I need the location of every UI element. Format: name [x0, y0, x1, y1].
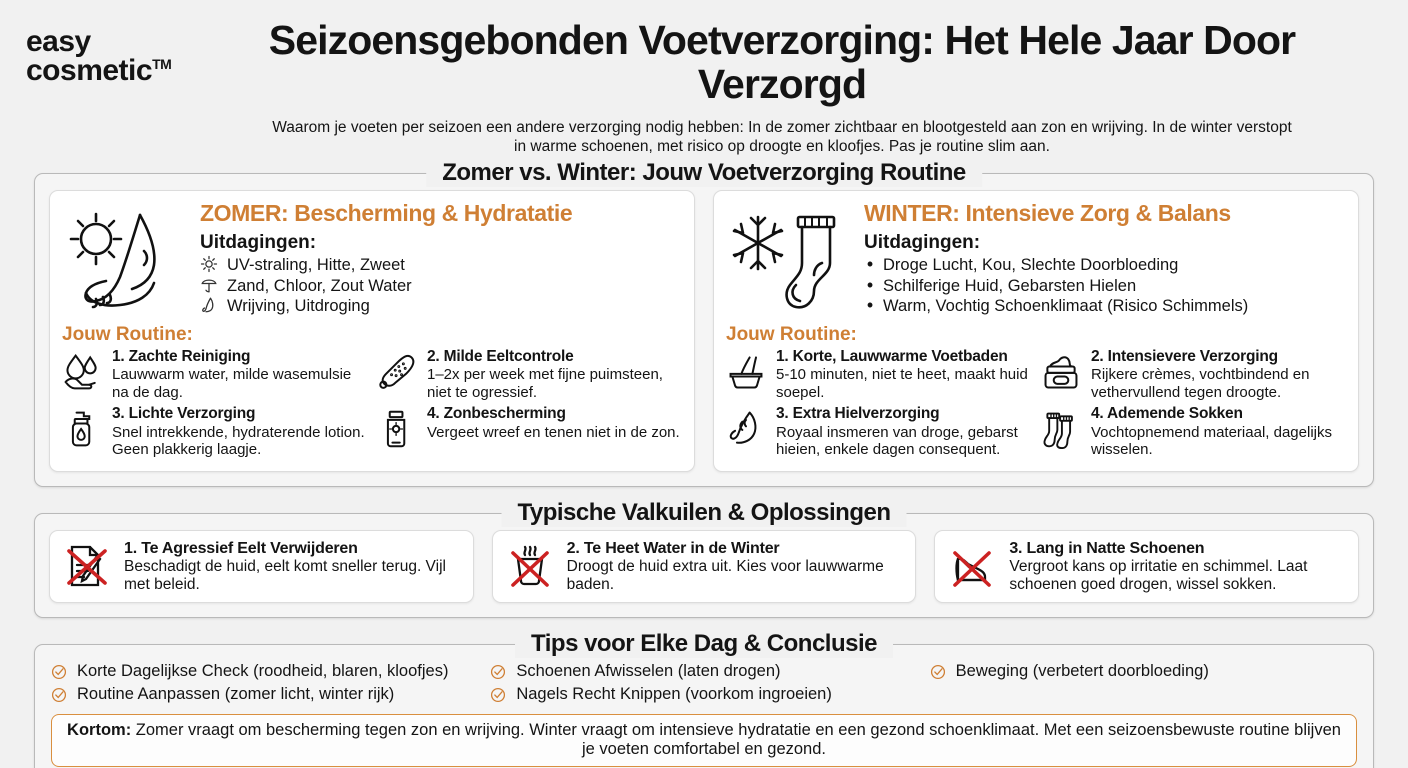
page-subtitle: Waarom je voeten per seizoen een andere verzorging nodig hebben: In de zomer zichtbaar en blootgesteld aan zon en wrijving. In de winter verstopt in warme schoenen, met risico op droogte en kloofjes. Pas je routine slim aan.: [272, 118, 1292, 156]
check-circle-icon: [490, 687, 508, 703]
routine-item: [726, 348, 1031, 401]
challenge-text: Schilferige Huid, Gebarsten Hielen: [883, 276, 1137, 295]
routine-item: [1041, 348, 1346, 401]
list-item: [200, 296, 682, 316]
routine-title: 2. Intensievere Verzorging: [1091, 347, 1278, 365]
summer-heading: ZOMER: Bescherming & Hydratatie: [200, 200, 573, 227]
pitfall-title: 1. Te Agressief Eelt Verwijderen: [124, 539, 358, 557]
pitfall-title: 3. Lang in Natte Schoenen: [1009, 539, 1205, 557]
seasons-section-title: Zomer vs. Winter: Jouw Voetverzorging Routine: [426, 159, 982, 187]
summer-body: [200, 201, 682, 316]
summer-card: [49, 190, 695, 471]
tip-item: [490, 661, 917, 683]
winter-challenges-label: Uitdagingen:: [864, 232, 981, 254]
routine-title: 4. Zonbescherming: [427, 405, 566, 423]
routine-desc: Royaal insmeren van droge, gebarst hieien, enkele dagen consequent.: [776, 423, 1018, 459]
list-item: [200, 255, 682, 275]
check-circle-icon: [490, 664, 508, 680]
snowflake-sock-icon: [726, 201, 854, 316]
routine-title: 1. Zachte Reiniging: [112, 347, 251, 365]
routine-item: [62, 348, 367, 401]
challenge-text: Zand, Chloor, Zout Water: [227, 276, 412, 295]
conclusion-box: [51, 714, 1357, 768]
pitfall-text: [567, 539, 906, 594]
brand-line-2-text: cosmetic: [26, 53, 153, 87]
winter-card: [713, 190, 1359, 471]
check-circle-icon: [930, 664, 948, 680]
seasons-columns: [35, 174, 1373, 485]
list-item: [200, 276, 682, 296]
pitfall-card: [934, 530, 1359, 603]
pitfall-desc: Vergroot kans op irritatie en schimmel. Laat schoenen goed drogen, wissel sokken.: [1009, 557, 1308, 593]
bullet-icon: •: [866, 274, 874, 295]
winter-top: [726, 201, 1346, 316]
routine-desc: Vochtopnemend materiaal, dagelijks wisselen.: [1091, 423, 1332, 459]
routine-title: 4. Ademende Sokken: [1091, 405, 1243, 423]
challenge-text: Warm, Vochtig Schoenklimaat (Risico Schimmels): [883, 296, 1249, 315]
routine-item: [62, 405, 367, 458]
brand-logo: [26, 18, 222, 85]
tip-label: Beweging (verbetert doorbloeding): [955, 662, 1209, 681]
brand-line-1: easy: [26, 25, 91, 58]
challenge-text: UV-straling, Hitte, Zweet: [227, 256, 405, 275]
check-circle-icon: [51, 664, 69, 680]
file-crossed-icon: [60, 539, 116, 591]
tip-label: Korte Dagelijkse Check (roodheid, blaren, kloofjes): [77, 662, 449, 681]
winter-heading: WINTER: Intensieve Zorg & Balans: [864, 200, 1231, 227]
list-item: [864, 296, 1346, 316]
beach-parasol-icon: [200, 276, 220, 294]
pitfalls-columns: [35, 514, 1373, 617]
pitfall-card: [49, 530, 474, 603]
heel-icon: [726, 405, 768, 449]
tip-label: Routine Aanpassen (zomer licht, winter rijk): [77, 684, 395, 703]
tips-section: [34, 630, 1374, 768]
lotion-bottle-icon: [62, 405, 104, 449]
routine-text: [776, 348, 1031, 401]
water-drops-hand-icon: [62, 348, 104, 392]
routine-text: [776, 405, 1031, 458]
brand-line-2: [26, 53, 222, 87]
page-title: Seizoensgebonden Voetverzorging: Het Hele Jaar Door Verzorgd: [268, 17, 1296, 108]
routine-text: [1091, 405, 1346, 458]
winter-routine-grid: [726, 348, 1346, 459]
list-item: [864, 255, 1346, 275]
routine-text: [427, 405, 682, 441]
cream-jar-icon: [1041, 348, 1083, 392]
wet-shoe-crossed-icon: [945, 539, 1001, 591]
tip-item: [490, 684, 917, 706]
tip-item-empty: [930, 684, 1357, 706]
routine-title: 3. Extra Hielverzorging: [776, 405, 940, 423]
routine-desc: 5-10 minuten, niet te heet, maakt huid soepel.: [776, 366, 1028, 401]
summer-challenges-list: [200, 255, 682, 315]
routine-desc: Snel intrekkende, hydraterende lotion. Geen plakkerig laagje.: [112, 423, 365, 459]
summer-challenges-label: Uitdagingen:: [200, 232, 317, 254]
tip-label: Schoenen Afwisselen (laten drogen): [516, 662, 781, 681]
tip-item: [51, 661, 478, 683]
challenge-text: Wrijving, Uitdroging: [227, 296, 370, 315]
bullet-icon: •: [866, 254, 874, 275]
summer-routine-label: Jouw Routine:: [62, 323, 193, 345]
pitfall-desc: Droogt de huid extra uit. Kies voor lauwwarme baden.: [566, 557, 884, 593]
conclusion-label: Kortom:: [67, 720, 132, 739]
socks-icon: [1041, 405, 1083, 449]
pitfalls-section-title: Typische Valkuilen & Oplossingen: [502, 499, 907, 527]
list-item: [864, 276, 1346, 296]
bullet-icon: •: [866, 294, 874, 315]
pitfall-title: 2. Te Heet Water in de Winter: [566, 539, 780, 557]
routine-desc: Vergeet wreef en tenen niet in de zon.: [427, 423, 680, 441]
challenge-text: Droge Lucht, Kou, Slechte Doorbloeding: [883, 256, 1179, 275]
routine-text: [1091, 348, 1346, 401]
summer-top: [62, 201, 682, 316]
check-circle-icon: [51, 687, 69, 703]
pitfall-text: [1009, 539, 1348, 594]
tips-grid: [51, 661, 1357, 706]
routine-desc: 1–2x per week met fijne puimsteen, niet te ogressief.: [427, 366, 663, 401]
conclusion-text: Zomer vraagt om bescherming tegen zon en wrijving. Winter vraagt om intensieve hydratatie en een gezond schoenklimaat. Met een seizoensbewuste routine blijven je voeten comfortabel en gezond.: [131, 720, 1341, 759]
footbath-icon: [726, 348, 768, 392]
foot-icon: [200, 296, 220, 314]
pitfall-desc: Beschadigt de huid, eelt komt sneller terug. Vijl met beleid.: [124, 557, 446, 593]
brand-trademark: TM: [152, 55, 172, 72]
routine-text: [112, 348, 367, 401]
pumice-stone-icon: [377, 348, 419, 392]
routine-title: 3. Lichte Verzorging: [112, 405, 256, 423]
routine-item: [377, 405, 682, 458]
routine-desc: Lauwwarm water, milde wasemulsie na de dag.: [112, 366, 352, 401]
routine-text: [427, 348, 682, 401]
winter-routine-label: Jouw Routine:: [726, 323, 857, 345]
tip-item: [51, 684, 478, 706]
hot-water-crossed-icon: [503, 539, 559, 591]
routine-text: [112, 405, 367, 458]
routine-title: 2. Milde Eeltcontrole: [427, 347, 574, 365]
winter-challenges-list: [864, 255, 1346, 315]
seasons-section: [34, 159, 1374, 486]
routine-desc: Rijkere crèmes, vochtbindend en vethervullend tegen droogte.: [1091, 366, 1310, 401]
tips-section-title: Tips voor Elke Dag & Conclusie: [515, 630, 893, 658]
summer-routine-grid: [62, 348, 682, 459]
tips-body: [35, 645, 1373, 768]
page-header: [0, 0, 1408, 157]
winter-body: [864, 201, 1346, 316]
tip-label: Nagels Recht Knippen (voorkom ingroeien): [516, 684, 832, 703]
sun-icon: [200, 255, 220, 273]
sunscreen-tube-icon: [377, 405, 419, 449]
routine-item: [377, 348, 682, 401]
header-text-block: [222, 18, 1382, 157]
pitfall-card: [492, 530, 917, 603]
routine-title: 1. Korte, Lauwwarme Voetbaden: [776, 347, 1008, 365]
routine-item: [1041, 405, 1346, 458]
pitfall-text: [124, 539, 463, 594]
pitfalls-section: [34, 498, 1374, 618]
routine-item: [726, 405, 1031, 458]
tip-item: [930, 661, 1357, 683]
sun-foot-icon: [62, 201, 190, 316]
